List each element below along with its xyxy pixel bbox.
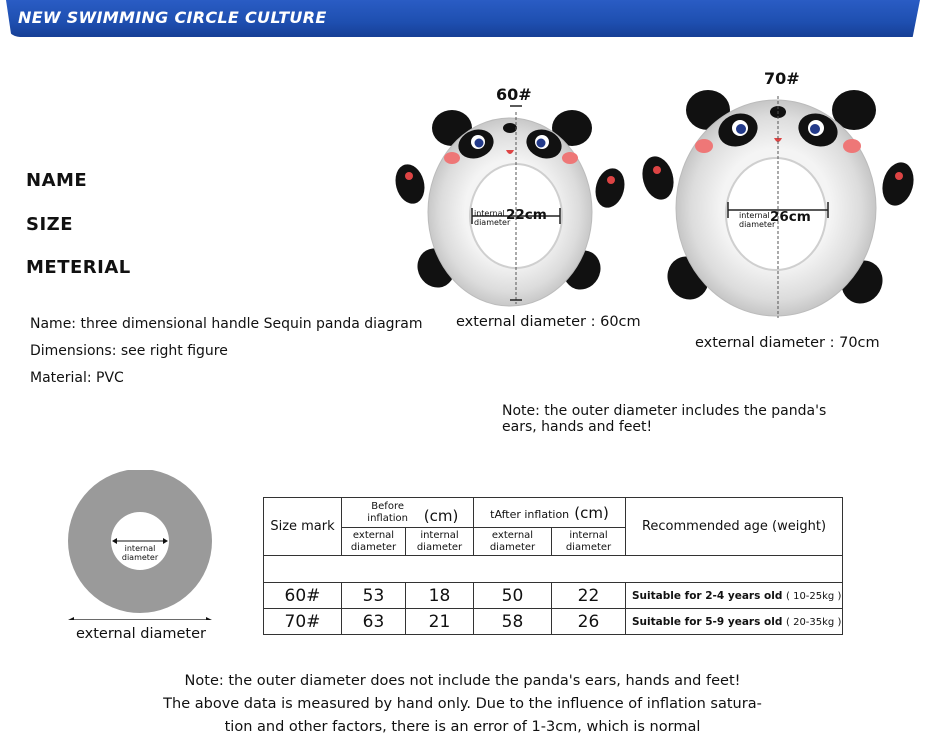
info-name: Name: three dimensional handle Sequin panda diagram	[30, 316, 423, 332]
header-before: Before inflation (cm)	[342, 498, 474, 528]
header-recommended: Recommended age (weight)	[626, 498, 843, 556]
header-after-internal: internal diameter	[552, 528, 626, 556]
table-row: 60# 53 18 50 22 Suitable for 2-4 years old ( 10-25kg )	[264, 583, 843, 609]
table-spacer-row	[264, 556, 843, 583]
size-table	[263, 497, 843, 635]
info-dimensions: Dimensions: see right figure	[30, 343, 228, 359]
banner-title: NEW SWIMMING CIRCLE CULTURE	[18, 8, 327, 27]
material-label: METERIAL	[26, 257, 131, 278]
size-label: SIZE	[26, 214, 74, 235]
panda-ring-70-image	[640, 86, 916, 318]
note-bottom-line1: Note: the outer diameter does not include the panda's ears, hands and feet!	[184, 673, 741, 689]
internal-label-70: internal diameter	[739, 211, 776, 229]
ring-inner-label: internal diameter	[121, 544, 159, 562]
external-caption-70: external diameter : 70cm	[695, 335, 880, 351]
header-before-internal: internal diameter	[406, 528, 474, 556]
ring-outer-label: external diameter	[76, 626, 207, 642]
internal-value-70: 26cm	[770, 209, 811, 225]
note-bottom-line3: tion and other factors, there is an error of 1-3cm, which is normal	[224, 719, 701, 735]
note-outer-diameter: Note: the outer diameter includes the panda's ears, hands and feet!	[502, 403, 827, 435]
header-after: tAfter inflation (cm)	[474, 498, 626, 528]
size-tag-60: 60#	[496, 85, 532, 104]
header-after-external: external diameter	[474, 528, 552, 556]
internal-label-60: internal diameter	[474, 209, 511, 227]
internal-value-60: 22cm	[506, 207, 547, 223]
external-caption-60: external diameter : 60cm	[456, 314, 641, 330]
header-before-external: external diameter	[342, 528, 406, 556]
info-material: Material: PVC	[30, 370, 124, 386]
panda-ring-60-image	[394, 104, 626, 308]
size-tag-70: 70#	[764, 69, 800, 88]
header-size-mark: Size mark	[264, 498, 342, 556]
note-bottom-line2: The above data is measured by hand only. Due to the influence of inflation satura-	[163, 696, 762, 712]
name-label: NAME	[26, 170, 88, 191]
table-row: 70# 63 21 58 26 Suitable for 5-9 years old ( 20-35kg )	[264, 609, 843, 635]
